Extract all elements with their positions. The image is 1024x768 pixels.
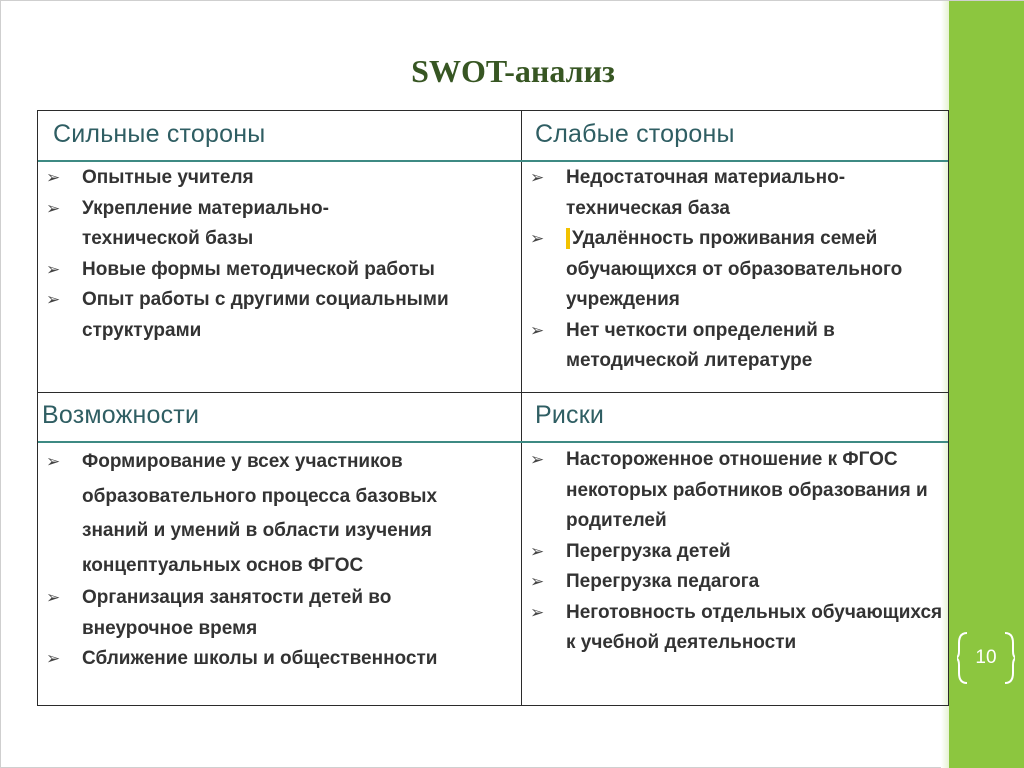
arrow-bullet-icon: ➢ <box>530 450 545 469</box>
list-item: ➢ Сближение школы и общественности <box>38 644 521 675</box>
list-item: ➢ Удалённость проживания семей обучающихся от образовательного учреждения <box>522 224 948 316</box>
arrow-bullet-icon: ➢ <box>46 168 61 187</box>
row-divider <box>38 392 948 393</box>
list-item: ➢ Опыт работы с другими социальными структурами <box>38 285 521 346</box>
list-item: ➢ Перегрузка педагога <box>522 567 948 598</box>
arrow-bullet-icon: ➢ <box>530 229 545 248</box>
list-item: ➢ Новые формы методической работы <box>38 255 521 286</box>
page-number: 10 <box>975 647 997 668</box>
opportunities-header: Возможности <box>42 401 200 429</box>
weaknesses-list <box>522 163 948 377</box>
strengths-header: Сильные стороны <box>53 120 266 148</box>
threats-header: Риски <box>535 401 605 429</box>
arrow-bullet-icon: ➢ <box>530 320 545 340</box>
list-item: ➢ Неготовность отдельных обучающихся к учебной деятельности <box>522 598 948 659</box>
arrow-bullet-icon: ➢ <box>530 602 545 622</box>
arrow-bullet-icon: ➢ <box>46 588 61 607</box>
header-divider-top <box>38 160 948 162</box>
list-item: ➢ Недостаточная материально- техническая база <box>522 163 948 224</box>
arrow-bullet-icon: ➢ <box>46 649 61 668</box>
page-title: SWOT-анализ <box>411 53 615 89</box>
header-divider-bottom <box>38 441 948 443</box>
list-item: ➢ Настороженное отношение к ФГОС некоторых работников образования и родителей <box>522 445 948 537</box>
list-item: ➢ Формирование у всех участников образовательного процесса базовых знаний и умений в области изучения концептуальных основ ФГОС <box>38 445 521 583</box>
list-item: ➢ Перегрузка детей <box>522 537 948 568</box>
page-number-badge <box>957 629 1015 687</box>
threats-list <box>522 445 948 659</box>
arrow-bullet-icon: ➢ <box>46 198 61 218</box>
arrow-bullet-icon: ➢ <box>530 572 545 591</box>
swot-table <box>37 110 949 706</box>
list-item: ➢ Нет четкости определений в методической литературе <box>522 316 948 377</box>
arrow-bullet-icon: ➢ <box>530 168 545 187</box>
arrow-bullet-icon: ➢ <box>46 259 61 279</box>
opportunities-list <box>38 445 521 675</box>
arrow-bullet-icon: ➢ <box>46 452 61 471</box>
list-item: ➢ Опытные учителя <box>38 163 521 194</box>
arrow-bullet-icon: ➢ <box>530 541 545 561</box>
list-item: ➢ Организация занятости детей во внеурочное время <box>38 583 521 644</box>
weaknesses-header: Слабые стороны <box>535 120 735 148</box>
list-item: ➢ Укрепление материально- технической базы <box>38 194 521 255</box>
arrow-bullet-icon: ➢ <box>46 290 61 309</box>
strengths-list <box>38 163 521 346</box>
